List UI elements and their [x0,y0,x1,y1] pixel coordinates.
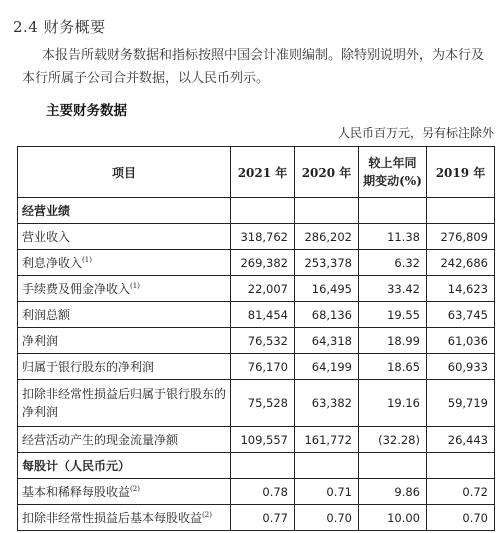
value-y2021: 22,007 [231,276,295,302]
value-y2019: 0.70 [427,505,495,531]
footnote-marker: (1) [130,282,140,290]
value-y2021: 81,454 [231,302,295,328]
value-y2019: 59,719 [427,380,495,427]
value-y2020: 253,378 [295,250,359,276]
table-row [18,328,495,354]
header-2020: 2020 年 [295,147,359,198]
row-label: 扣除非经常性损益后基本每股收益$^{(2)}$ [18,505,231,531]
empty-cell [231,198,295,224]
value-y2020: 0.70 [295,505,359,531]
value-y2019: 276,809 [427,224,495,250]
value-change: 18.65 [359,354,427,380]
section-title: 经营业绩 [18,198,231,224]
row-label: 基本和稀释每股收益$^{(2)}$ [18,479,231,505]
value-y2019: 60,933 [427,354,495,380]
value-y2020: 64,199 [295,354,359,380]
value-change: 18.99 [359,328,427,354]
row-label: 扣除非经常性损益后归属于银行股东的净利润 [18,380,231,427]
value-y2019: 242,686 [427,250,495,276]
header-2019: 2019 年 [427,147,495,198]
value-y2020: 0.71 [295,479,359,505]
section-title: 2.4 财务概要 [13,18,106,36]
value-change: 9.86 [359,479,427,505]
footnote-marker: (1) [82,256,92,264]
value-change: 19.16 [359,380,427,427]
value-y2020: 68,136 [295,302,359,328]
table-row [18,224,495,250]
value-change: 6.32 [359,250,427,276]
header-2021: 2021 年 [231,147,295,198]
footnote-marker: (2) [202,511,212,519]
empty-cell [427,198,495,224]
row-label: 归属于银行股东的净利润 [18,354,231,380]
value-y2019: 26,443 [427,427,495,453]
value-y2020: 16,495 [295,276,359,302]
value-y2021: 109,557 [231,427,295,453]
table-row [18,250,495,276]
value-y2021: 75,528 [231,380,295,427]
value-change: 33.42 [359,276,427,302]
value-y2021: 0.78 [231,479,295,505]
value-y2021: 269,382 [231,250,295,276]
intro-paragraph: 本报告所载财务数据和指标按照中国会计准则编制。除特别说明外，为本行及本行所属子公司合并数据，以人民币列示。 [22,48,485,86]
row-label: 净利润 [18,328,231,354]
value-y2021: 0.77 [231,505,295,531]
value-y2019: 14,623 [427,276,495,302]
header-item: 项目 [18,147,231,198]
table-title: 主要财务数据 [46,103,127,119]
section-row [18,453,495,479]
table-row [18,302,495,328]
row-label: 利润总额 [18,302,231,328]
section-title: 每股计（人民币元） [18,453,231,479]
value-y2021: 318,762 [231,224,295,250]
value-y2020: 64,318 [295,328,359,354]
value-y2019: 61,036 [427,328,495,354]
unit-note: 人民币百万元，另有标注除外 [337,126,494,140]
value-change: 19.55 [359,302,427,328]
row-label: 经营活动产生的现金流量净额 [18,427,231,453]
value-change: 11.38 [359,224,427,250]
value-y2020: 286,202 [295,224,359,250]
footnote-marker: (2) [130,485,140,493]
table-body [18,198,495,531]
row-label: 营业收入 [18,224,231,250]
row-label: 利息净收入$^{(1)}$ [18,250,231,276]
empty-cell [295,198,359,224]
table-row [18,380,495,427]
empty-cell [359,453,427,479]
row-label: 手续费及佣金净收入$^{(1)}$ [18,276,231,302]
value-y2020: 63,382 [295,380,359,427]
value-change: (32.28) [359,427,427,453]
value-y2019: 0.72 [427,479,495,505]
table-row [18,505,495,531]
table-row [18,427,495,453]
value-y2019: 63,745 [427,302,495,328]
empty-cell [359,198,427,224]
value-y2021: 76,170 [231,354,295,380]
table-header-row [18,147,495,198]
value-change: 10.00 [359,505,427,531]
empty-cell [295,453,359,479]
header-change: 较上年同期变动(%) [359,147,427,198]
financial-summary-table [17,146,495,531]
table-row [18,354,495,380]
value-y2020: 161,772 [295,427,359,453]
empty-cell [427,453,495,479]
table-row [18,276,495,302]
table-row [18,479,495,505]
empty-cell [231,453,295,479]
section-row [18,198,495,224]
value-y2021: 76,532 [231,328,295,354]
